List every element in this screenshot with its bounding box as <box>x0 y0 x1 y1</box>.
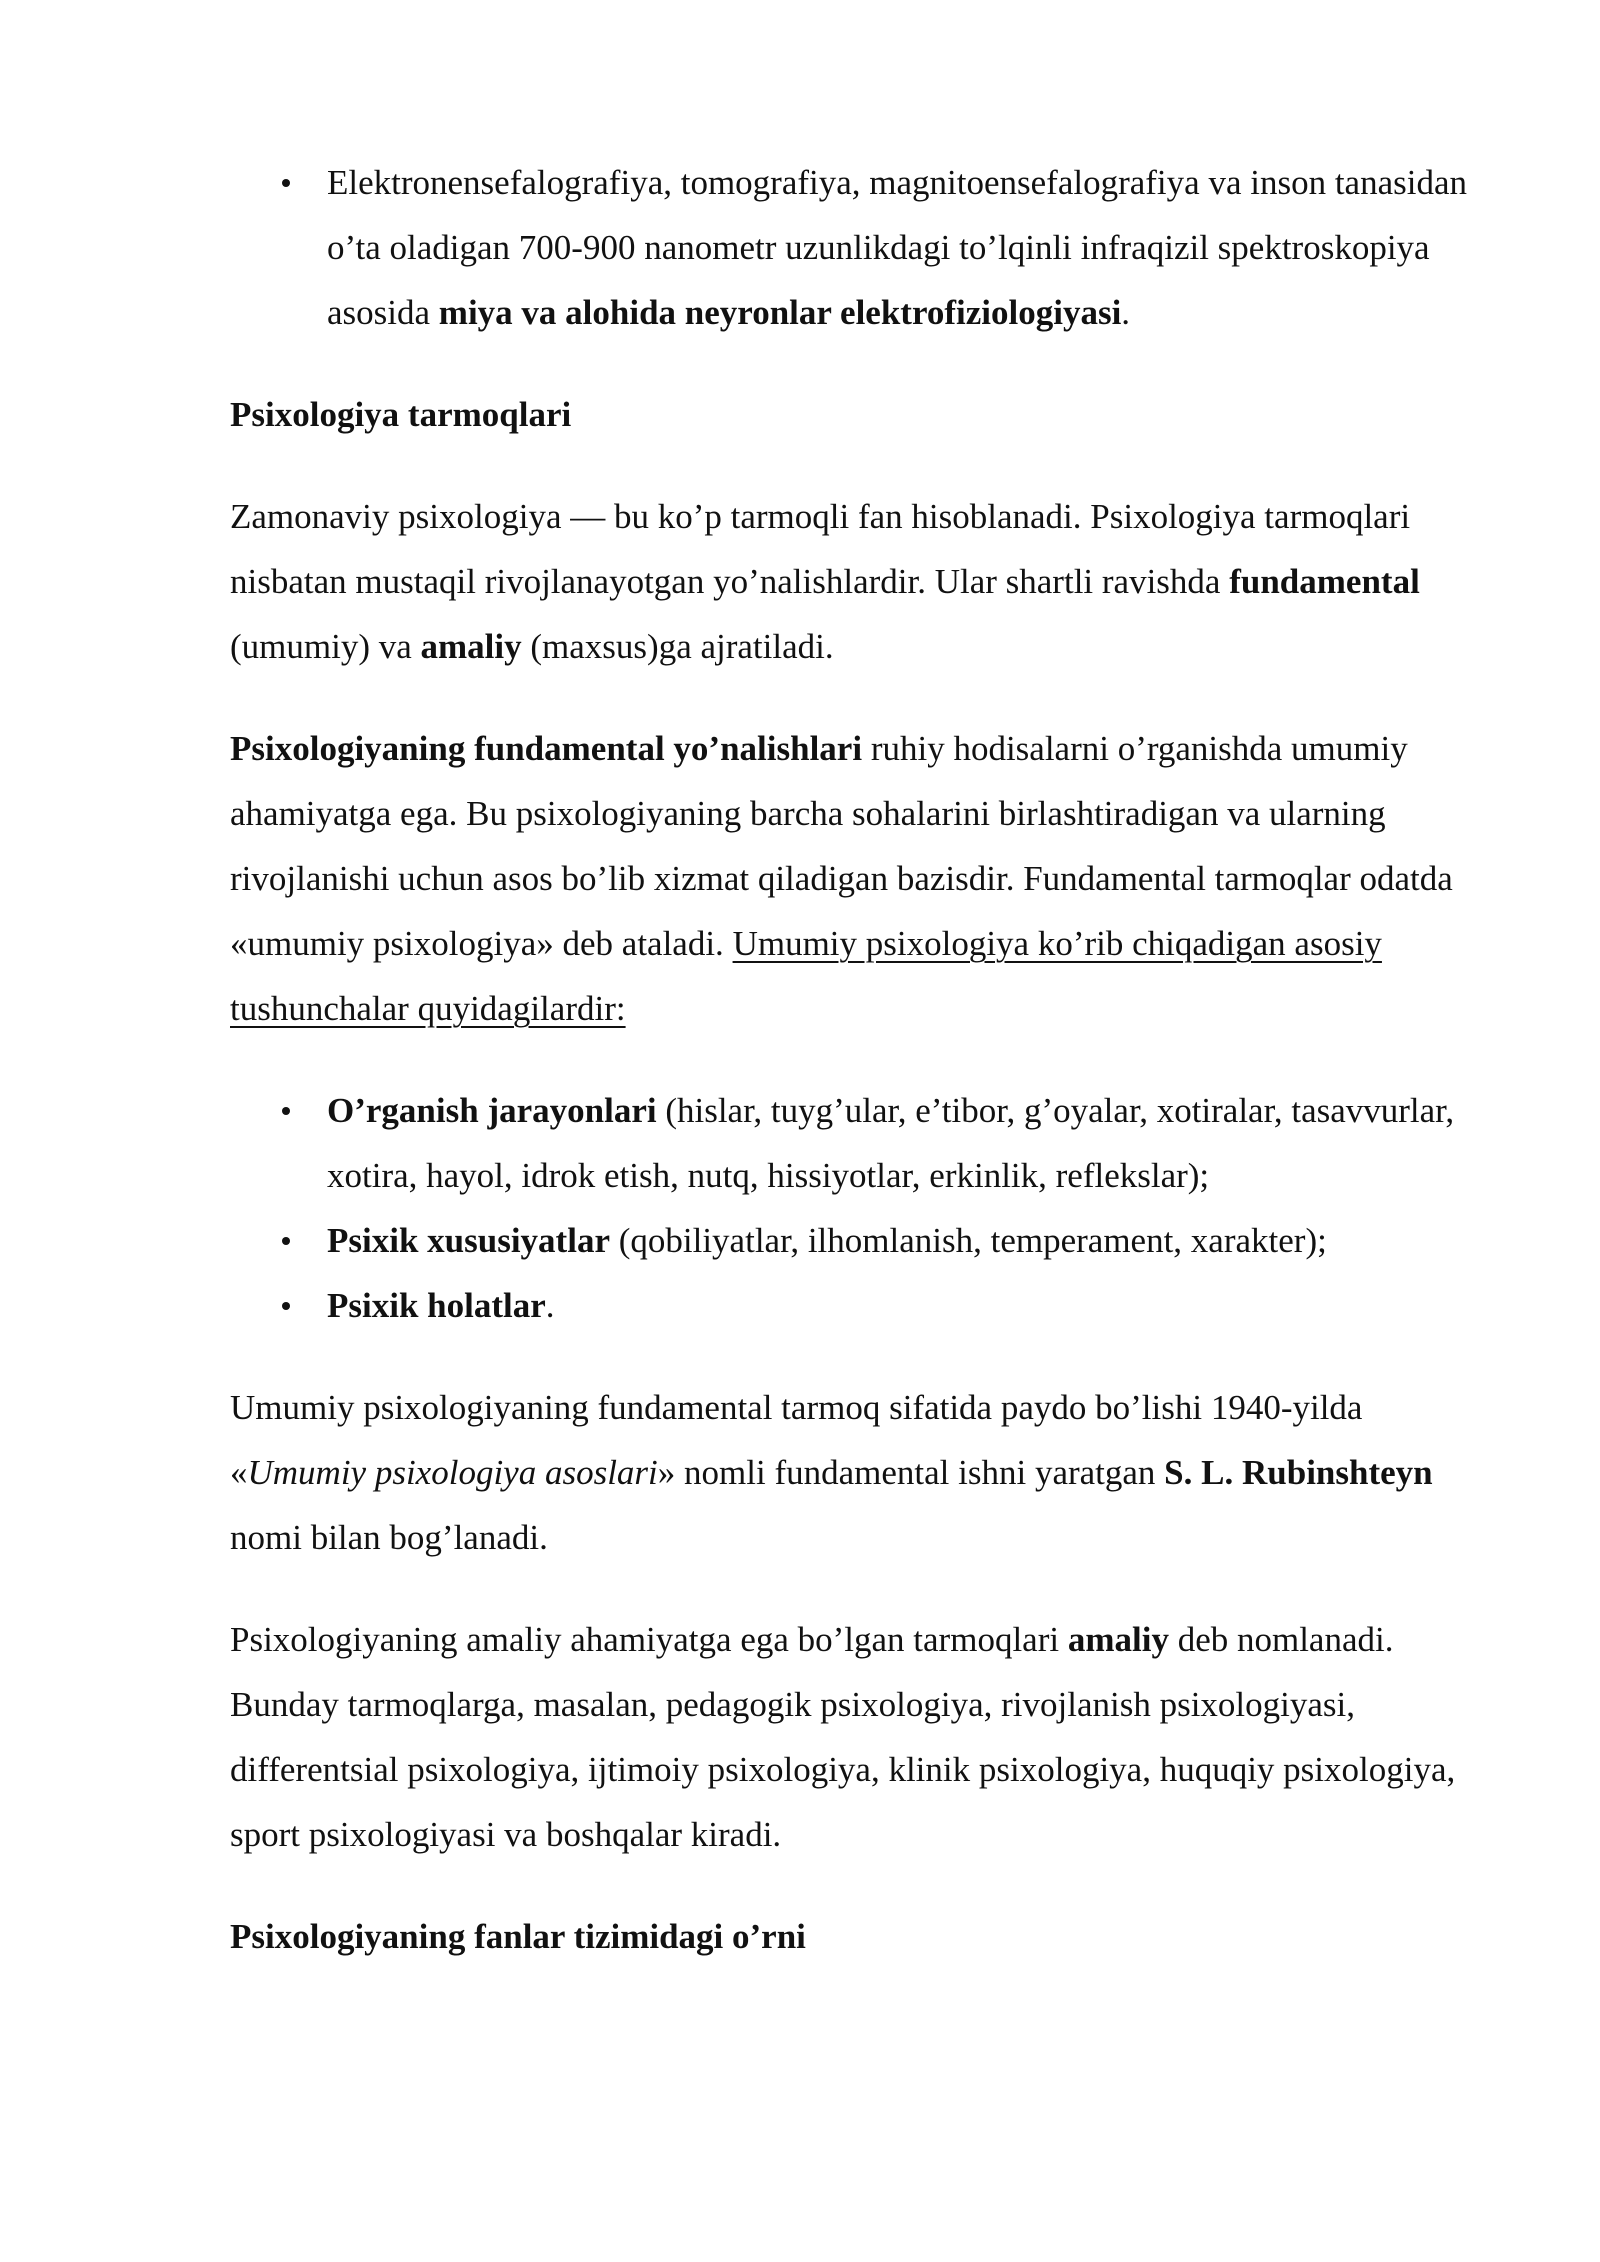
concepts-bullet-list <box>230 1078 1500 1338</box>
underlined-run: Umumiy psixologiya ko’rib chiqadigan asosiy tushunchalar quyidagilardir: <box>230 924 1382 1028</box>
intro-bullet-list <box>230 150 1500 345</box>
list-item-end: . <box>1121 293 1131 332</box>
bold-run: amaliy <box>1067 1620 1169 1659</box>
list-item <box>327 1078 1500 1208</box>
text-run: » nomli fundamental ishni yaratgan <box>657 1453 1165 1492</box>
italic-run: Umumiy psixologiya asoslari <box>247 1453 658 1492</box>
list-item-bold: Psixik holatlar <box>327 1286 546 1325</box>
text-run: (maxsus)ga ajratiladi. <box>521 627 834 666</box>
list-item-text: Elektronensefalografiya, tomografiya, magnitoensefalografiya va inson tanasidan o’ta oladigan 700-900 nanometr uzunlikdagi to’lqinli infraqizil spektroskopiya asosida <box>327 163 1467 332</box>
paragraph-fundamental-directions <box>230 716 1500 1041</box>
list-item <box>327 1208 1500 1273</box>
text-run: nomi bilan bog’lanadi. <box>230 1518 548 1557</box>
bold-run: Psixologiyaning fundamental yo’nalishlari <box>230 729 863 768</box>
paragraph-rubinshteyn <box>230 1375 1500 1570</box>
text-run: Zamonaviy psixologiya — bu ko’p tarmoqli fan hisoblanadi. Psixologiya tarmoqlari nisbatan mustaqil rivojlanayotgan yo’nalishlardir. Ular shartli ravishda <box>230 497 1411 601</box>
list-item-bold: miya va alohida neyronlar elektrofiziologiyasi <box>438 293 1122 332</box>
paragraph-applied-branches <box>230 1607 1500 1867</box>
list-item-bold: O’rganish jarayonlari <box>327 1091 657 1130</box>
list-item-bold: Psixik xususiyatlar <box>327 1221 610 1260</box>
bold-run: fundamental <box>1229 562 1420 601</box>
text-run: ruhiy hodisalarni o’rganishda umumiy ahamiyatga ega. Bu psixologiyaning barcha sohalarini birlashtiradigan va ularning rivojlanishi uchun asos bo’lib xizmat qiladigan bazisdir. Fundamental tarmoqlar odatda «umumiy psixologiya» deb ataladi. <box>230 729 1453 963</box>
bold-run: amaliy <box>420 627 522 666</box>
text-run: Psixologiyaning amaliy ahamiyatga ega bo’lgan tarmoqlari <box>230 1620 1068 1659</box>
text-run: Umumiy psixologiyaning fundamental tarmoq sifatida paydo bo’lishi 1940-yilda « <box>230 1388 1363 1492</box>
list-item-text: . <box>545 1286 555 1325</box>
section-heading-branches: Psixologiya tarmoqlari <box>230 395 572 434</box>
document-page <box>230 150 1500 2006</box>
list-item <box>327 150 1500 345</box>
list-item <box>327 1273 1500 1338</box>
list-item-text: (qobiliyatlar, ilhomlanish, temperament, xarakter); <box>609 1221 1327 1260</box>
text-run: deb nomlanadi. Bunday tarmoqlarga, masalan, pedagogik psixologiya, rivojlanish psixologiyasi, differentsial psixologiya, ijtimoiy psixologiya, klinik psixologiya, huquqiy psixologiya, sport psixologiyasi va boshqalar kiradi. <box>230 1620 1456 1854</box>
bold-run: S. L. Rubinshteyn <box>1164 1453 1433 1492</box>
list-item-text: (hislar, tuyg’ular, e’tibor, g’oyalar, xotiralar, tasavvurlar, xotira, hayol, idrok etish, nutq, hissiyotlar, erkinlik, reflekslar); <box>327 1091 1455 1195</box>
section-heading-place-in-sciences: Psixologiyaning fanlar tizimidagi o’rni <box>230 1917 806 1956</box>
paragraph-modern-psychology <box>230 484 1500 679</box>
text-run: (umumiy) va <box>230 627 421 666</box>
